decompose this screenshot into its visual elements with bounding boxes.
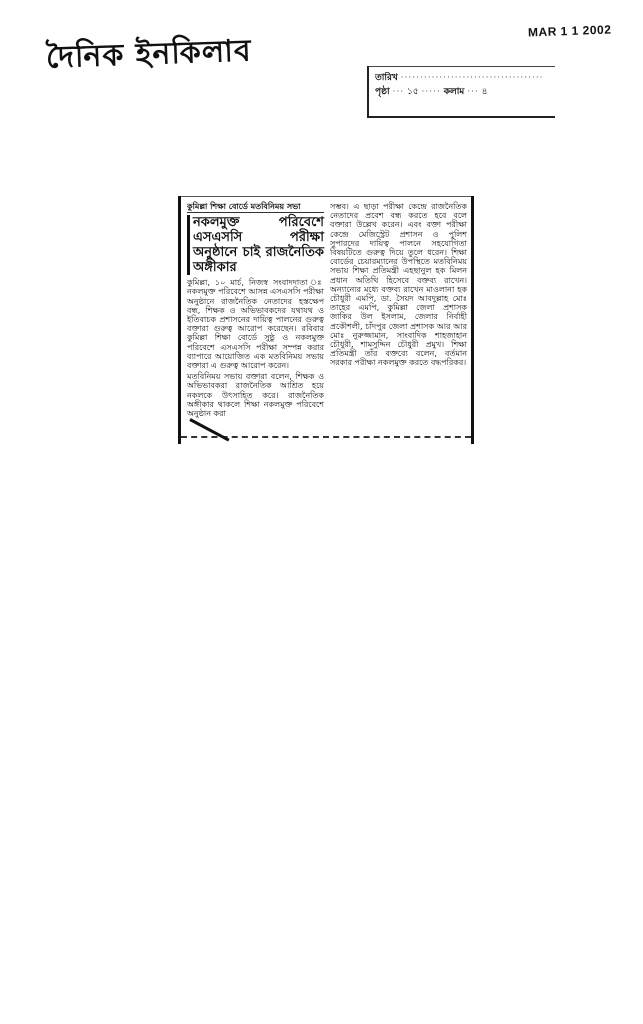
ref-column-dots: ···	[467, 87, 479, 97]
ref-date-label: তারিখ	[375, 73, 398, 83]
article-headline: নকলমুক্ত পরিবেশে এসএসসি পরীক্ষা অনুষ্ঠানে চাই রাজনৈতিক অঙ্গীকার	[187, 215, 324, 275]
newspaper-masthead: দৈনিক ইনকিলাব	[45, 33, 253, 76]
article-paragraph: কুমিল্লা, ১০ মার্চ, নিজস্ব সংবাদদাতা ঃ নকলমুক্ত পরিবেশে আসন্ন এসএসসি পরীক্ষা অনুষ্ঠানে রাজনৈতিক নেতাদের হস্তক্ষেপ বন্ধ, শিক্ষক ও অভিভাবকদের যথাযথ ও ইতিবাচক প্রশাসনের দায়িত্ব পালনের গুরুত্ব বক্তারা গুরুত্ব আরোপ করেছেন। রবিবার কুমিল্লা শিক্ষা বোর্ডে সুষ্ঠু ও নকলমুক্ত পরিবেশে এসএসসি পরীক্ষা সম্পন্ন করার ব্যাপারে আয়োজিত এক মতবিনিময় সভায় বক্তারা এ গুরুত্ব আরোপ করেন।	[187, 278, 324, 371]
ref-date-row	[375, 71, 555, 85]
ref-page-value: ১৫	[406, 87, 419, 97]
ref-column-value: ৪	[481, 87, 488, 97]
ref-date-dots: ·····································	[400, 73, 544, 83]
clipping-columns	[187, 202, 467, 444]
ref-page-dots: ···	[392, 87, 405, 97]
clipping-top-rule	[181, 196, 471, 197]
ref-page-row	[375, 85, 555, 99]
ref-page-label: পৃষ্ঠা	[375, 87, 390, 97]
article-kicker: কুমিল্লা শিক্ষা বোর্ডে মতবিনিময় সভা	[187, 202, 324, 213]
article-column-left	[187, 202, 324, 444]
article-paragraph: মতবিনিময় সভায় বক্তারা বলেন, শিক্ষক ও অভিভাবকরা রাজনৈতিক আশ্রিত হয়ে নকলকে উৎসাহিত করে। রাজনৈতিক অঙ্গীকার থাকলে শিক্ষা নকলমুক্ত পরিবেশে অনুষ্ঠান করা	[187, 372, 324, 419]
ref-column-label: কলাম	[443, 87, 465, 97]
article-paragraph: সম্ভব। এ ছাড়া পরীক্ষা কেন্দ্রে রাজনৈতিক নেতাদের প্রবেশ বন্ধ করতে হবে বলে বক্তারা উল্লেখ করেন। এবং বক্তা পরীক্ষা কেন্দ্রে মেজিস্ট্রেট প্রশাসন ও পুলিশ সুপারদের দায়িত্ব পালনে সহযোগিতা বিষয়টিতে গুরুত্ব দিয়ে তুলে ধরেন। শিক্ষা বোর্ডের চেয়ারম্যানের উপস্থিতে মতবিনিময় সভায় শিক্ষা প্রতিমন্ত্রী এহছানুল হক মিলন প্রধান অতিথি হিসেবে বক্তব্য রাখেন। অন্যান্যের মধ্যে বক্তব্য রাখেন মাওলানা হক চৌধুরী এমপি, ডা. সৈয়দ আবদুল্লাহ মোঃ তাহের এমপি, কুমিল্লা জেলা প্রশাসক জাকির উল ইসলাম, জেলার নির্বাহী প্রকৌশলী, চাঁদপুর জেলা প্রশাসক আর আর মোঃ নুরুজ্জামান, সাংবাদিক শাহজাহান চৌধুরী, শামসুদ্দিন চৌধুরী প্রমুখ। শিক্ষা প্রতিমন্ত্রী তাঁর বক্তব্যে বলেন, বর্তমান সরকার পরীক্ষা নকলমুক্ত করতে বদ্ধপরিকর।	[330, 202, 467, 368]
archive-date-stamp: MAR 1 1 2002	[527, 22, 612, 40]
reference-stamp-box	[367, 66, 555, 118]
news-clipping	[178, 196, 474, 444]
ref-mid-dots: ·····	[421, 87, 441, 97]
article-column-right	[330, 202, 467, 444]
